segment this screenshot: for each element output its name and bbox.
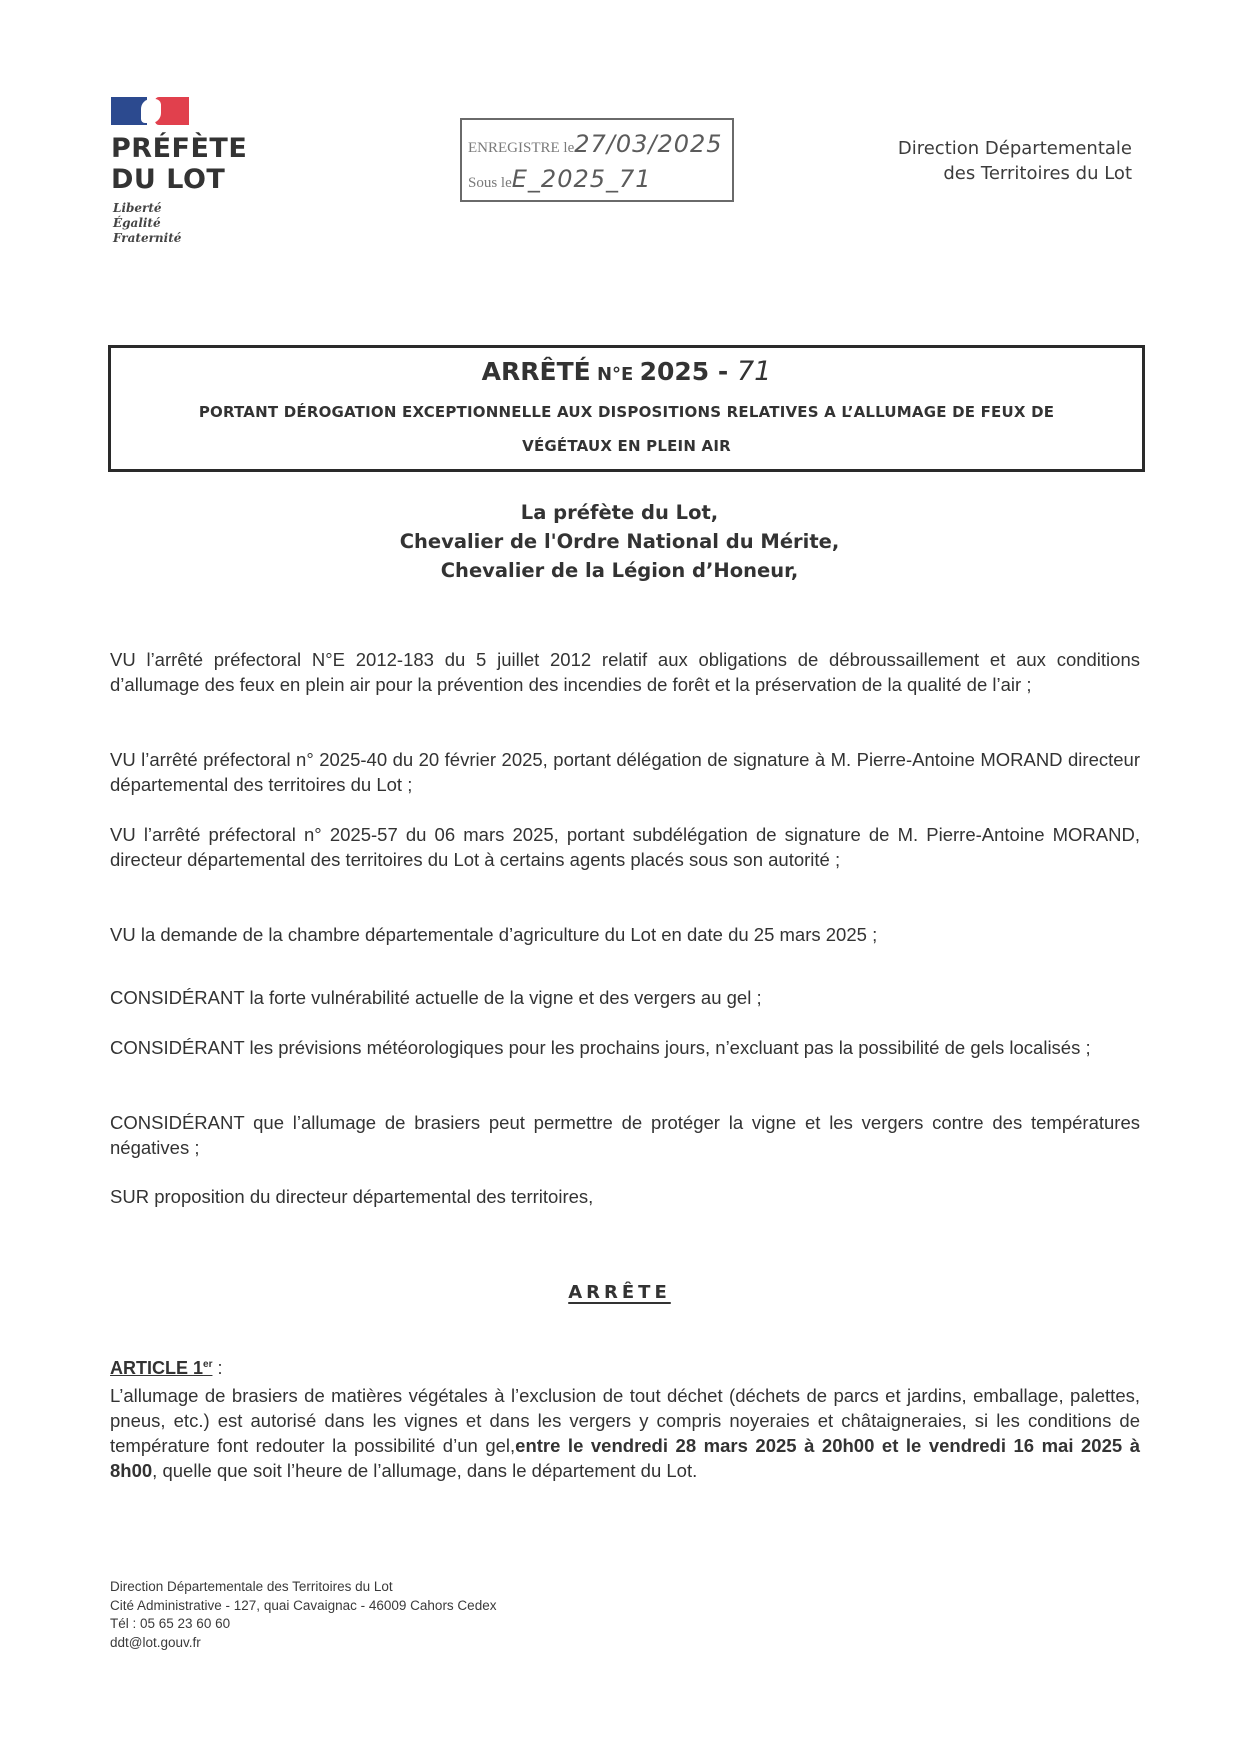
decree-subtitle-line2: VÉGÉTAUX EN PLEIN AIR [522,437,731,455]
marianne-profile [141,99,161,123]
considerant-paragraph: CONSIDÉRANT la forte vulnérabilité actuelle de la vigne et des vergers au gel ; [110,987,762,1008]
authority-line3: Chevalier de la Légion d’Honeur, [440,559,799,582]
article1-text-part1: L’allumage de brasiers de matières végétales à l’exclusion de tout déchet (déchets de parcs et jardins, emballage, palettes, pneus, etc.) est autorisé dans les vignes et dans les vergers y compris noyeraies et châtaigneraies, si les conditions de température font redouter la possibilité d’un gel, [110,1385,1140,1456]
visa-paragraph: VU l’arrêté préfectoral n° 2025-57 du 06 mars 2025, portant subdélégation de signature de M. Pierre-Antoine MORAND, directeur départemental des territoires du Lot à certains agents placés sous son autorité ; [110,824,1140,870]
decree-subtitle-line1: PORTANT DÉROGATION EXCEPTIONNELLE AUX DISPOSITIONS RELATIVES A L’ALLUMAGE DE FEUX DE [198,403,1055,421]
direction-line1: Direction Départementale [897,138,1132,159]
authority-line1: La préfète du Lot, [520,501,719,524]
devise-egalite: Égalité [113,216,161,230]
stamp-registered-label: ENREGISTRE le [468,140,575,156]
article1-label: ARTICLE 1 [110,1358,204,1378]
decree-title [111,356,1142,387]
article1-body [110,1383,1140,1483]
proposition-paragraph: SUR proposition du directeur départemental des territoires, [110,1186,594,1207]
stamp-line-number [468,165,652,193]
decision-heading-text: ARRÊTE [568,1282,671,1303]
devise-liberte: Liberté [113,201,162,215]
considerant-paragraph: CONSIDÉRANT que l’allumage de brasiers peut permettre de protéger la vigne et les vergers contre des températures négatives ; [110,1112,1140,1158]
footer-line1: Direction Départementale des Territoires du Lot [110,1579,393,1594]
devise-fraternite: Fraternité [113,231,182,245]
footer-email[interactable]: ddt@lot.gouv.fr [110,1634,201,1650]
article1-period: entre le vendredi 28 mars 2025 à 20h00 et le vendredi 16 mai 2025 à 8h00 [110,1435,1140,1481]
authority-block [0,498,1239,585]
decree-title-number: 2025 - [639,357,737,386]
footer-address: Cité Administrative - 127, quai Cavaignac - 46009 Cahors Cedex [110,1597,497,1613]
stamp-registered-date: 27/03/2025 [574,130,723,158]
visa-paragraph: VU la demande de la chambre départementale d’agriculture du Lot en date du 25 mars 2025 ; [110,924,878,945]
considerant-paragraph: CONSIDÉRANT les prévisions météorologiques pour les prochains jours, n’excluant pas la possibilité de gels localisés ; [110,1037,1091,1058]
footer-contact [110,1578,496,1652]
decree-title-box [108,345,1145,472]
logo-title-line2: DU LOT [111,164,226,195]
stamp-number-value: E_2025_71 [511,165,652,193]
article1-title [110,1358,222,1379]
issuing-direction [898,136,1132,186]
article1-sup: er [203,1359,213,1370]
marianne-flag-icon [111,97,189,125]
decree-title-prefix: ARRÊTÉ [481,357,591,386]
article1-colon: : [212,1358,223,1378]
registration-stamp [460,118,734,202]
stamp-number-label: Sous le [468,175,512,191]
article1-text-part2: , quelle que soit l’heure de l’allumage, dans le département du Lot. [152,1460,698,1481]
decision-heading [0,1282,1239,1303]
visa-paragraph: VU l’arrêté préfectoral n° 2025-40 du 20 février 2025, portant délégation de signature à M. Pierre-Antoine MORAND directeur départemental des territoires du Lot ; [110,749,1140,795]
logo-title [111,133,247,195]
logo-title-line1: PRÉFÈTE [111,133,248,164]
footer-phone: Tél : 05 65 23 60 60 [110,1616,231,1631]
decree-title-handwritten-number: 71 [736,356,772,387]
authority-line2: Chevalier de l'Ordre National du Mérite, [399,530,840,553]
decree-title-no: N°E [590,364,640,385]
direction-line2: des Territoires du Lot [943,163,1132,184]
article1-title-text [110,1358,212,1378]
visa-paragraph: VU l’arrêté préfectoral N°E 2012-183 du 5 juillet 2012 relatif aux obligations de débroussaillement et aux conditions d’allumage des feux en plein air pour la prévention des incendies de forêt et la préservation de la qualité de l’air ; [110,649,1140,695]
stamp-line-registered [468,130,723,158]
devise [113,201,181,246]
